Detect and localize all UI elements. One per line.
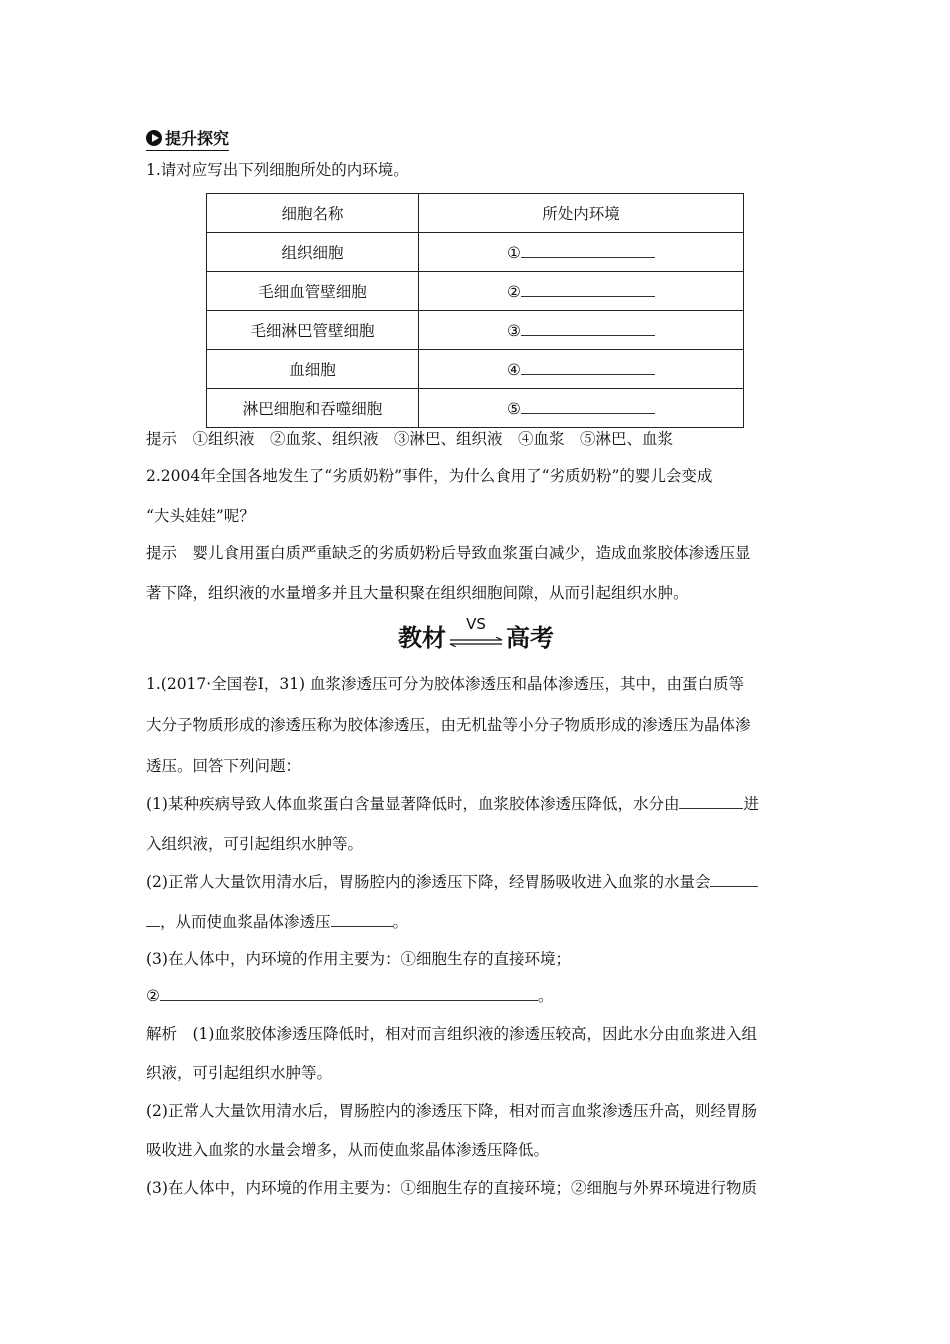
table-row — [207, 311, 744, 350]
analysis-3-line-1: (3)在人体中，内环境的作用主要为：①细胞生存的直接环境；②细胞与外界环境进行物质 — [146, 1179, 757, 1197]
answer-blank-cell — [419, 272, 744, 311]
table-cell: 血细胞 — [207, 350, 419, 389]
sub-question-1-text-end: 进 — [743, 795, 759, 813]
answer-blank — [521, 399, 655, 414]
banner-left: 教材 — [398, 624, 446, 652]
sub-question-2-line-1 — [146, 872, 758, 892]
hint-2-line-2: 著下降，组织液的水量增多并且大量积聚在组织细胞间隙，从而引起组织水肿。 — [146, 584, 689, 602]
table-cell: 组织细胞 — [207, 233, 419, 272]
sub-question-2-text-end: 。 — [392, 913, 409, 931]
answer-blank-cell — [419, 233, 744, 272]
problem-1-line-1: 1.(2017·全国卷Ⅰ，31) 血浆渗透压可分为胶体渗透压和晶体渗透压，其中，由蛋白质等 — [146, 675, 745, 693]
double-arrow-icon — [448, 637, 504, 647]
answer-blank — [160, 986, 538, 1001]
table-cell: 淋巴细胞和吞噬细胞 — [207, 389, 419, 428]
answer-blank — [521, 243, 655, 258]
sub-question-1-line-2: 入组织液，可引起组织水肿等。 — [146, 835, 364, 853]
analysis-2-line-2: 吸收进入血浆的水量会增多，从而使血浆晶体渗透压降低。 — [146, 1141, 550, 1159]
answer-blank — [521, 282, 655, 297]
answer-blank — [521, 321, 655, 336]
table-row — [207, 389, 744, 428]
analysis-1-line-1: 解析 (1)血浆胶体渗透压降低时，相对而言组织液的渗透压较高，因此水分由血浆进入组 — [146, 1025, 757, 1043]
table-cell: 毛细淋巴管壁细胞 — [207, 311, 419, 350]
question-2-line-2: “大头娃娃”呢？ — [146, 507, 255, 525]
vs-label: VS — [466, 615, 486, 633]
sub-question-2-text-2: ，从而使血浆晶体渗透压 — [160, 913, 331, 931]
answer-blank — [710, 872, 758, 887]
question-2-line-1: 2.2004年全国各地发生了“劣质奶粉”事件，为什么食用了“劣质奶粉”的婴儿会变成 — [146, 467, 713, 485]
sub-question-1-line-1 — [146, 794, 759, 814]
analysis-1-line-2: 织液，可引起组织水肿等。 — [146, 1064, 333, 1082]
section-title-text: 提升探究 — [165, 129, 230, 148]
table-row — [207, 233, 744, 272]
banner-right: 高考 — [506, 624, 554, 652]
answer-blank — [679, 794, 743, 809]
answer-blank-cell — [419, 350, 744, 389]
problem-1-line-2: 大分子物质形成的渗透压称为胶体渗透压，由无机盐等小分子物质形成的渗透压为晶体渗 — [146, 716, 751, 734]
sub-question-2-line-2 — [146, 912, 408, 932]
answer-mark: ④ — [507, 360, 521, 379]
analysis-2-line-1: (2)正常人大量饮用清水后，胃肠腔内的渗透压下降，相对而言血浆渗透压升高，则经胃肠 — [146, 1102, 757, 1120]
answer-mark: ② — [146, 987, 160, 1005]
answer-blank — [146, 912, 160, 927]
answer-blank — [521, 360, 655, 375]
answer-mark: ② — [507, 282, 521, 301]
hint-2-line-1: 提示 婴儿食用蛋白质严重缺乏的劣质奶粉后导致血浆蛋白减少，造成血浆胶体渗透压显 — [146, 544, 751, 562]
table-row — [207, 350, 744, 389]
table-header-row — [207, 194, 744, 233]
sub-question-3-line-2 — [146, 986, 553, 1006]
sub-question-2-text: (2)正常人大量饮用清水后，胃肠腔内的渗透压下降，经胃肠吸收进入血浆的水量会 — [146, 873, 711, 891]
table-header: 细胞名称 — [207, 194, 419, 233]
cell-environment-table — [206, 193, 744, 428]
answer-mark: ③ — [507, 321, 521, 340]
answer-mark: ① — [507, 243, 521, 262]
vs-arrows — [448, 617, 504, 653]
answer-blank-cell — [419, 389, 744, 428]
answer-blank-cell — [419, 311, 744, 350]
table-row — [207, 272, 744, 311]
problem-1-line-3: 透压。回答下列问题： — [146, 757, 302, 775]
table-cell: 毛细血管壁细胞 — [207, 272, 419, 311]
play-icon — [146, 130, 162, 146]
sub-question-3-line-1: (3)在人体中，内环境的作用主要为：①细胞生存的直接环境； — [146, 950, 571, 968]
section-title — [146, 126, 229, 151]
textbook-vs-exam-banner — [398, 617, 554, 653]
hint-1: 提示 ①组织液 ②血浆、组织液 ③淋巴、组织液 ④血浆 ⑤淋巴、血浆 — [146, 430, 674, 448]
table-header: 所处内环境 — [419, 194, 744, 233]
sub-question-3-end: 。 — [537, 987, 554, 1005]
sub-question-1-text: (1)某种疾病导致人体血浆蛋白含量显著降低时，血浆胶体渗透压降低，水分由 — [146, 795, 680, 813]
question-1: 1.请对应写出下列细胞所处的内环境。 — [146, 161, 409, 179]
answer-mark: ⑤ — [507, 399, 521, 418]
answer-blank — [331, 912, 393, 927]
